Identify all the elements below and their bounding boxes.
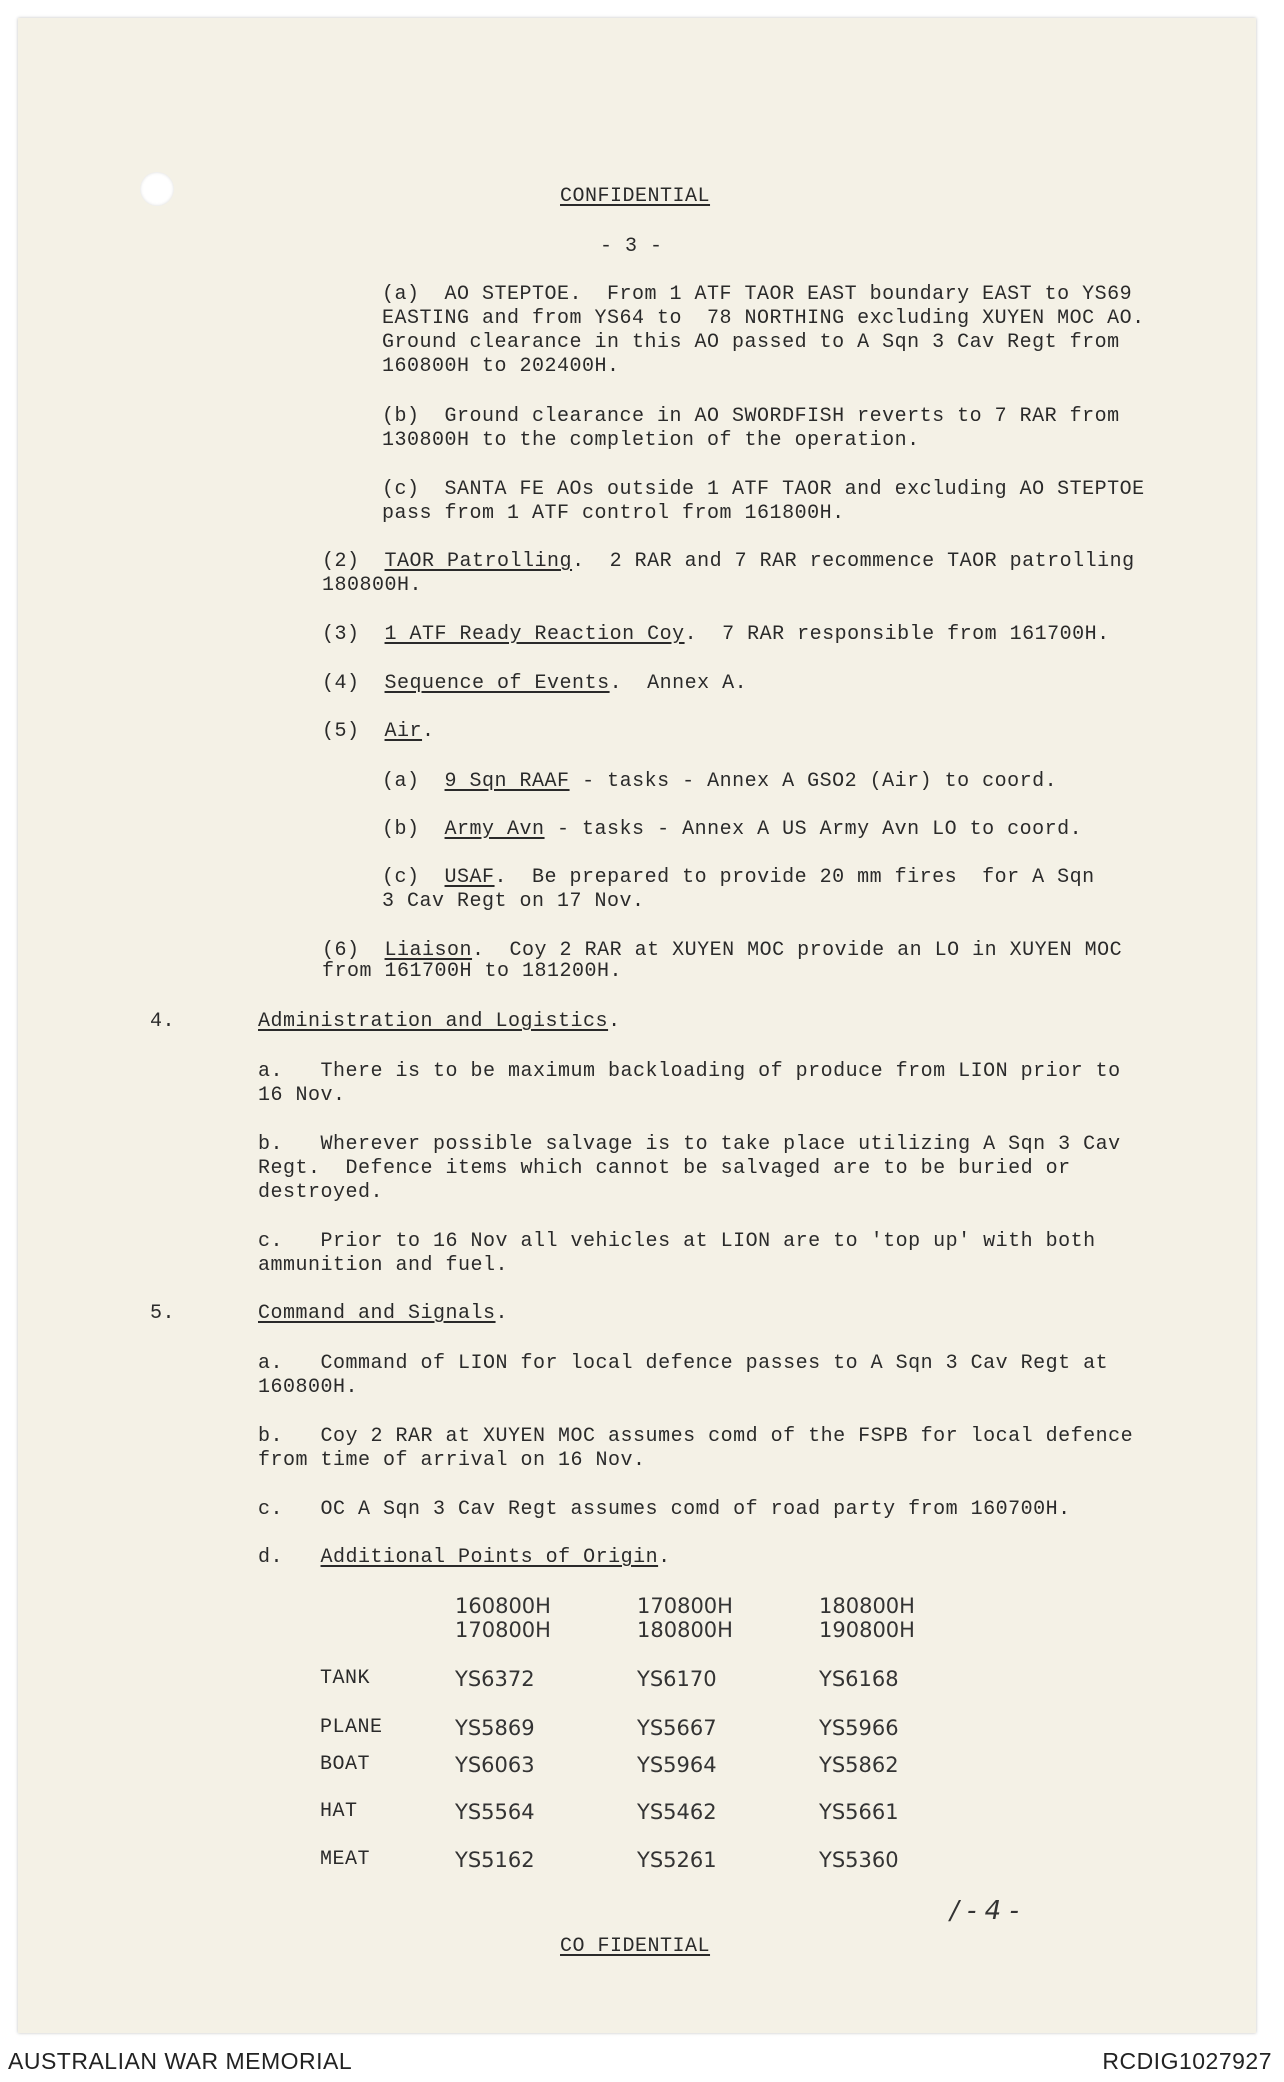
s4-a-line1: a. There is to be maximum backloading of produce from LION prior to [258, 1060, 1121, 1083]
classification-footer: CO FIDENTIAL [560, 1935, 711, 1958]
s5-c: c. OC A Sqn 3 Cav Regt assumes comd of road party from 160700H. [258, 1498, 1071, 1521]
para-b-line1: (b) Ground clearance in AO SWORDFISH reverts to 7 RAR from [382, 405, 1120, 428]
air-b: (b) Army Avn - tasks - Annex A US Army Avn LO to coord. [382, 818, 1083, 841]
s4-b-line3: destroyed. [258, 1181, 384, 1204]
next-page-marker: / - 4 - [950, 1896, 1019, 1926]
table-cell: YS5261 [637, 1848, 717, 1872]
s5-d: d. Additional Points of Origin. [258, 1546, 671, 1569]
s5-b-line2: from time of arrival on 16 Nov. [258, 1449, 646, 1472]
table-row-label: PLANE [320, 1716, 383, 1739]
punch-hole [140, 172, 174, 206]
para-c-line2: pass from 1 ATF control from 161800H. [382, 502, 845, 525]
table-cell: YS5564 [455, 1800, 535, 1824]
s4-c-line1: c. Prior to 16 Nov all vehicles at LION are to 'top up' with both [258, 1230, 1096, 1253]
para-2: (2) TAOR Patrolling. 2 RAR and 7 RAR recommence TAOR patrolling [322, 550, 1135, 573]
s5-a-line1: a. Command of LION for local defence passes to A Sqn 3 Cav Regt at [258, 1352, 1109, 1375]
table-cell: YS6170 [637, 1667, 717, 1691]
table-cell: YS5964 [637, 1753, 717, 1777]
record-id: RCDIG1027927 [1102, 2048, 1272, 2074]
table-cell: YS5462 [637, 1800, 717, 1824]
s4-b-line1: b. Wherever possible salvage is to take place utilizing A Sqn 3 Cav [258, 1133, 1121, 1156]
col-1-header-end: 170800H [455, 1618, 551, 1642]
s4-a-line2: 16 Nov. [258, 1084, 346, 1107]
table-cell: YS5862 [819, 1753, 899, 1777]
col-2-header-end: 180800H [637, 1618, 733, 1642]
para-3: (3) 1 ATF Ready Reaction Coy. 7 RAR responsible from 161700H. [322, 623, 1110, 646]
table-cell: YS6168 [819, 1667, 899, 1691]
para-a-line3: Ground clearance in this AO passed to A Sqn 3 Cav Regt from [382, 331, 1120, 354]
table-cell: YS5360 [819, 1848, 899, 1872]
s5-b-line1: b. Coy 2 RAR at XUYEN MOC assumes comd of the FSPB for local defence [258, 1425, 1134, 1448]
table-cell: YS5667 [637, 1716, 717, 1740]
table-cell: YS6063 [455, 1753, 535, 1777]
para-2-cont: 180800H. [322, 574, 423, 597]
s4-b-line2: Regt. Defence items which cannot be salvaged are to be buried or [258, 1157, 1071, 1180]
section-5-heading: Command and Signals. [258, 1302, 509, 1325]
section-4-heading: Administration and Logistics. [258, 1010, 621, 1033]
classification-header: CONFIDENTIAL [560, 185, 711, 208]
table-row-label: MEAT [320, 1848, 371, 1871]
section-5-number: 5. [150, 1302, 176, 1325]
para-4: (4) Sequence of Events. Annex A. [322, 672, 748, 695]
air-a: (a) 9 Sqn RAAF - tasks - Annex A GSO2 (Air) to coord. [382, 770, 1058, 793]
para-6-cont: from 161700H to 181200H. [322, 960, 623, 983]
col-3-header-start: 180800H [819, 1594, 915, 1618]
table-cell: YS5162 [455, 1848, 535, 1872]
s4-c-line2: ammunition and fuel. [258, 1254, 509, 1277]
para-a-line4: 160800H to 202400H. [382, 355, 620, 378]
col-2-header-start: 170800H [637, 1594, 733, 1618]
table-cell: YS5661 [819, 1800, 899, 1824]
air-c-cont: 3 Cav Regt on 17 Nov. [382, 890, 645, 913]
para-a-line2: EASTING and from YS64 to 78 NORTHING excluding XUYEN MOC AO. [382, 307, 1145, 330]
para-a-line1: (a) AO STEPTOE. From 1 ATF TAOR EAST boundary EAST to YS69 [382, 283, 1133, 306]
para-b-line2: 130800H to the completion of the operation. [382, 429, 920, 452]
para-6: (6) Liaison. Coy 2 RAR at XUYEN MOC provide an LO in XUYEN MOC [322, 939, 1123, 962]
s5-a-line2: 160800H. [258, 1376, 359, 1399]
table-cell: YS5966 [819, 1716, 899, 1740]
table-cell: YS5869 [455, 1716, 535, 1740]
page-number: - 3 - [600, 235, 663, 258]
archive-label: AUSTRALIAN WAR MEMORIAL [8, 2048, 353, 2074]
col-3-header-end: 190800H [819, 1618, 915, 1642]
para-c-line1: (c) SANTA FE AOs outside 1 ATF TAOR and excluding AO STEPTOE [382, 478, 1145, 501]
air-c: (c) USAF. Be prepared to provide 20 mm fires for A Sqn [382, 866, 1095, 889]
col-1-header-start: 160800H [455, 1594, 551, 1618]
table-row-label: BOAT [320, 1753, 371, 1776]
table-cell: YS6372 [455, 1667, 535, 1691]
table-row-label: HAT [320, 1800, 358, 1823]
table-row-label: TANK [320, 1667, 371, 1690]
para-5: (5) Air. [322, 720, 435, 743]
section-4-number: 4. [150, 1010, 176, 1033]
